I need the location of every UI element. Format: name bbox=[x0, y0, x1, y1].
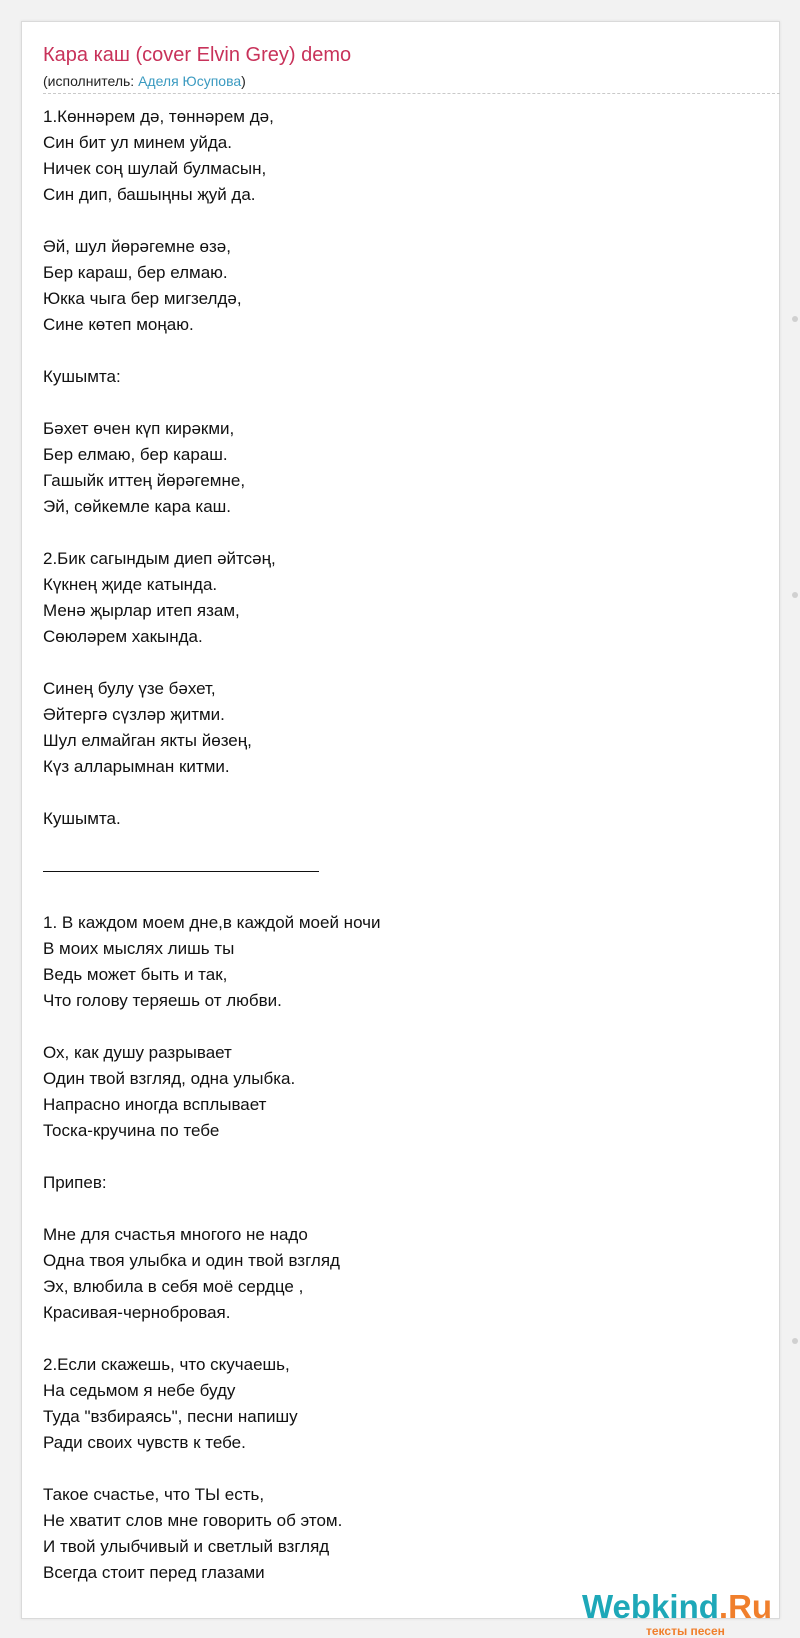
artist-prefix: (исполнитель: bbox=[43, 73, 139, 89]
lyrics-text bbox=[43, 104, 381, 1586]
lyrics-line: Тоска-кручина по тебе bbox=[43, 1121, 220, 1140]
webkind-logo[interactable] bbox=[582, 1588, 782, 1638]
lyrics-line: Эх, влюбила в себя моё сердце , bbox=[43, 1277, 304, 1296]
lyrics-line: Красивая-чернобровая. bbox=[43, 1303, 231, 1322]
lyrics-stanza bbox=[43, 234, 381, 338]
lyrics-line: Кушымта: bbox=[43, 367, 121, 386]
header-divider bbox=[43, 93, 780, 94]
lyrics-line: Күз алларымнан китми. bbox=[43, 757, 230, 776]
lyrics-line: Такое счастье, что ТЫ есть, bbox=[43, 1485, 265, 1504]
lyrics-line: 2.Если скажешь, что скучаешь, bbox=[43, 1355, 290, 1374]
lyrics-line: Не хватит слов мне говорить об этом. bbox=[43, 1511, 343, 1530]
lyrics-stanza bbox=[43, 364, 381, 390]
artist-suffix: ) bbox=[241, 73, 246, 89]
lyrics-line: Ведь может быть и так, bbox=[43, 965, 228, 984]
lyrics-stanza bbox=[43, 806, 381, 832]
lyrics-line: И твой улыбчивый и светлый взгляд bbox=[43, 1537, 330, 1556]
lyrics-line: Эй, сөйкемле кара каш. bbox=[43, 497, 232, 516]
lyrics-stanza bbox=[43, 1170, 381, 1196]
lyrics-line: Всегда стоит перед глазами bbox=[43, 1563, 265, 1582]
lyrics-line: Бер елмаю, бер караш. bbox=[43, 445, 228, 464]
lyrics-line: Туда "взбираясь", песни напишу bbox=[43, 1407, 298, 1426]
lyrics-line: Что голову теряешь от любви. bbox=[43, 991, 282, 1010]
lyrics-line: Напрасно иногда всплывает bbox=[43, 1095, 267, 1114]
logo-name: Webkind bbox=[582, 1588, 719, 1625]
logo-wordmark bbox=[582, 1588, 772, 1626]
lyrics-line: Ох, как душу разрывает bbox=[43, 1043, 232, 1062]
lyrics-stanza bbox=[43, 1222, 381, 1326]
lyrics-line: 1.Көннәрем дә, төннәрем дә, bbox=[43, 107, 274, 126]
lyrics-line: На седьмом я небе буду bbox=[43, 1381, 236, 1400]
lyrics-line: Синең булу үзе бәхет, bbox=[43, 679, 216, 698]
edge-mark bbox=[792, 1338, 798, 1344]
lyrics-line: Гашыйк иттең йөрәгемне, bbox=[43, 471, 246, 490]
lyrics-line: Әйтергә сүзләр җитми. bbox=[43, 705, 225, 724]
lyrics-line: Один твой взгляд, одна улыбка. bbox=[43, 1069, 296, 1088]
lyrics-stanza bbox=[43, 546, 381, 650]
lyrics-line: Син бит ул минем уйда. bbox=[43, 133, 232, 152]
lyrics-line: Шул елмайган якты йөзең, bbox=[43, 731, 252, 750]
lyrics-stanza bbox=[43, 676, 381, 780]
lyrics-line: Юкка чыга бер мигзелдә, bbox=[43, 289, 242, 308]
edge-mark bbox=[792, 316, 798, 322]
lyrics-line: В моих мыслях лишь ты bbox=[43, 939, 235, 958]
artist-line bbox=[43, 73, 246, 89]
lyrics-stanza bbox=[43, 1482, 381, 1586]
lyrics-line: Сөюләрем хакында. bbox=[43, 627, 203, 646]
lyrics-line: Сине көтеп моңаю. bbox=[43, 315, 194, 334]
lyrics-page bbox=[21, 21, 780, 1638]
edge-mark bbox=[792, 592, 798, 598]
lyrics-line: 1. В каждом моем дне,в каждой моей ночи bbox=[43, 913, 381, 932]
lyrics-line: Бәхет өчен күп кирәкми, bbox=[43, 419, 235, 438]
lyrics-line: Мне для счастья многого не надо bbox=[43, 1225, 308, 1244]
logo-tld: .Ru bbox=[718, 1588, 773, 1625]
lyrics-line: Бер караш, бер елмаю. bbox=[43, 263, 228, 282]
lyrics-line: Припев: bbox=[43, 1173, 107, 1192]
song-title: Кара каш (cover Elvin Grey) demo bbox=[43, 44, 352, 66]
lyrics-line: 2.Бик сагындым диеп әйтсәң, bbox=[43, 549, 276, 568]
lyrics-stanza bbox=[43, 1040, 381, 1144]
lyrics-stanza bbox=[43, 416, 381, 520]
lyrics-line: Ничек соң шулай булмасын, bbox=[43, 159, 267, 178]
lyrics-line: Син дип, башыңны җуй да. bbox=[43, 185, 256, 204]
lyrics-stanza bbox=[43, 1352, 381, 1456]
lyrics-stanza bbox=[43, 104, 381, 208]
lyrics-stanza bbox=[43, 910, 381, 1014]
lyrics-line: Күкнең җиде катында. bbox=[43, 575, 218, 594]
translation-divider bbox=[43, 858, 319, 872]
lyrics-line: Менә җырлар итеп язам, bbox=[43, 601, 240, 620]
logo-subtitle: тексты песен bbox=[646, 1624, 725, 1638]
lyrics-line: Әй, шул йөрәгемне өзә, bbox=[43, 237, 231, 256]
lyrics-line: Ради своих чувств к тебе. bbox=[43, 1433, 246, 1452]
lyrics-line: Одна твоя улыбка и один твой взгляд bbox=[43, 1251, 340, 1270]
artist-link[interactable]: Аделя Юсупова bbox=[138, 73, 242, 89]
lyrics-line: Кушымта. bbox=[43, 809, 121, 828]
